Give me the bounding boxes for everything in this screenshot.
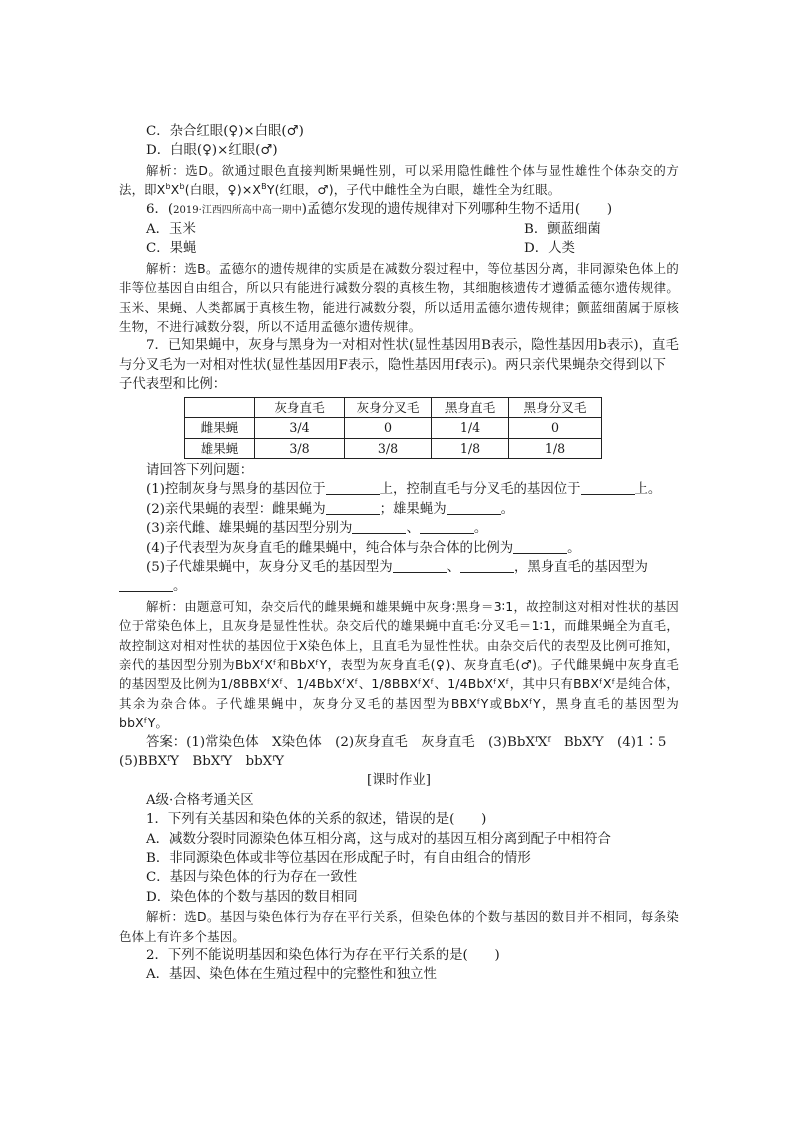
- q5-option-c: C．杂合红眼(♀)×白眼(♂): [146, 124, 304, 139]
- hw-q1-option-a: A．减数分裂时同源染色体互相分离，这与成对的基因互相分离到配子中相符合: [146, 831, 611, 847]
- table-cell: 1/8: [509, 438, 602, 458]
- hw-q2-stem: 2．下列不能说明基因和染色体行为存在平行关系的是( ): [146, 948, 500, 964]
- table-cell: 0: [345, 418, 432, 438]
- q7-prompt: 请回答下列问题：: [146, 462, 254, 478]
- table-header-cell: 黑身直毛: [432, 397, 509, 417]
- hw-q1-stem: 1．下列有关基因和染色体的关系的叙述，错误的是( ): [146, 812, 487, 828]
- hw-q1-option-c: C．基因与染色体的行为存在一致性: [146, 870, 358, 886]
- table-header-cell: [185, 397, 255, 417]
- answer-blank[interactable]: [393, 558, 447, 573]
- q6-options-row-2: [119, 239, 679, 258]
- hw-q1-option-d: D．染色体的个数与基因的数目相同: [146, 889, 358, 905]
- hw-q1-option-b: B．非同源染色体或非等位基因在形成配子时，有自由组合的情形: [146, 851, 531, 867]
- table-header-cell: 黑身分叉毛: [509, 397, 602, 417]
- answer-blank[interactable]: [581, 480, 635, 495]
- q7-sub-3: (3)亲代雌、雄果蝇的基因型分别为 、 。: [146, 521, 488, 537]
- page-content: [119, 122, 679, 985]
- offspring-ratio-table: [184, 397, 602, 459]
- table-cell: 1/4: [432, 418, 509, 438]
- q7-answer-cont: (5)BBXᶠY BbXᶠY bbXᶠY: [119, 754, 285, 769]
- table-row: [185, 418, 602, 438]
- table-header-row: [185, 397, 602, 417]
- q6-options-row-1: [119, 220, 679, 239]
- q6-option-c: C．果蝇: [146, 241, 197, 257]
- table-cell: 雌果蝇: [185, 418, 255, 438]
- q6-explanation: 解析：选B。孟德尔的遗传规律的实质是在减数分裂过程中，等位基因分离，非同源染色体上的非等位基因自由组合，所以只有能进行减数分裂的真核生物，其细胞核遗传才遵循孟德尔遗传规律。玉米、果蝇、人类都属于真核生物，能进行减数分裂，所以适用孟德尔遗传规律；颤蓝细菌属于原核生物，不进行减数分裂，所以不适用孟德尔遗传规律。: [119, 260, 679, 335]
- table-cell: 雄果蝇: [185, 438, 255, 458]
- q5-explanation: 解析：选D。欲通过眼色直接判断果蝇性别，可以采用隐性雌性个体与显性雄性个体杂交的方法，即$X^bX^b$(白眼，$♀)\times X^BY$(红眼，♂)，子代中雌性全为白眼，雄性全为红眼。: [119, 162, 680, 198]
- q7-sub-5: (5)子代雄果蝇中，灰身分叉毛的基因型为 、 ，黑身直毛的基因型为。: [119, 558, 679, 597]
- answer-blank[interactable]: [460, 558, 514, 573]
- q6-source: 2019·江西四所高中高一期中: [173, 204, 302, 216]
- table-cell: 3/4: [255, 418, 345, 438]
- hw-q1-explanation: 解析：选D。基因与染色体行为存在平行关系，但染色体的个数与基因的数目并不相同，每条染色体上有许多个基因。: [119, 909, 679, 944]
- q7-explanation: 解析：由题意可知，杂交后代的雌果蝇和雄果蝇中灰身∶黑身＝3∶1，故控制这对相对性状的基因位于常染色体上，且灰身是显性性状。杂交后代的雄果蝇中直毛∶分叉毛＝1∶1，而雌果蝇全为直毛，故控制这对相对性状的基因位于X染色体上，且直毛为显性性状。由杂交后代的表型及比例可推知，亲代的基因型分别为BbXᶠXᶠ和BbXᶠY，表型为灰身直毛(♀)、灰身直毛(♂)。子代雌果蝇中灰身直毛的基因型及比例为1/8BBXᶠXᶠ、1/4BbXᶠXᶠ、1/8BBXᶠXᶠ、1/4BbXᶠXᶠ，其中只有BBXᶠXᶠ是纯合体，其余为杂合体。子代雄果蝇中，灰身分叉毛的基因型为BBXᶠY或BbXᶠY，黑身直毛的基因型为bbXᶠY。: [119, 598, 679, 731]
- q7-answer: 答案：(1)常染色体 X染色体 (2)灰身直毛 灰身直毛 (3)BbXᶠXᶠ BbXᶠY (4)1∶5: [146, 734, 667, 750]
- q6-stem: 6．(2019·江西四所高中高一期中)孟德尔发现的遗传规律对下列哪种生物不适用( ): [146, 201, 613, 217]
- table-header-cell: 灰身分叉毛: [345, 397, 432, 417]
- q7-stem: 7．已知果蝇中，灰身与黑身为一对相对性状(显性基因用B表示，隐性基因用b表示)，直毛与分叉毛为一对相对性状(显性基因用F表示，隐性基因用f表示)。两只亲代果蝇杂交得到以下子代表型和比例：: [119, 338, 679, 393]
- homework-title: [课时作业]: [366, 773, 431, 789]
- answer-blank[interactable]: [326, 480, 380, 495]
- q7-sub-2: (2)亲代果蝇的表型：雌果蝇为 ；雄果蝇为 。: [146, 501, 514, 517]
- table-header-cell: 灰身直毛: [255, 397, 345, 417]
- answer-blank[interactable]: [447, 500, 501, 515]
- answer-blank[interactable]: [326, 500, 380, 515]
- answer-blank[interactable]: [420, 519, 474, 534]
- q6-option-d: D．人类: [524, 241, 575, 257]
- q7-sub-4: (4)子代表型为灰身直毛的雌果蝇中，纯合体与杂合体的比例为 。: [146, 540, 581, 556]
- q7-sub-1: (1)控制灰身与黑身的基因位于 上，控制直毛与分叉毛的基因位于 上。: [146, 482, 662, 498]
- table-cell: 0: [509, 418, 602, 438]
- table-cell: 1/8: [432, 438, 509, 458]
- answer-blank[interactable]: [119, 577, 173, 592]
- q6-option-b: B．颤蓝细菌: [524, 222, 601, 238]
- hw-q2-option-a: A．基因、染色体在生殖过程中的完整性和独立性: [146, 967, 437, 983]
- table-row: [185, 438, 602, 458]
- q6-option-a: A．玉米: [146, 222, 196, 238]
- q5-option-d: D．白眼(♀)×红眼(♂): [146, 143, 278, 159]
- table-cell: 3/8: [345, 438, 432, 458]
- homework-level: A级·合格考通关区: [146, 792, 254, 808]
- answer-blank[interactable]: [352, 519, 406, 534]
- answer-blank[interactable]: [513, 539, 567, 554]
- table-cell: 3/8: [255, 438, 345, 458]
